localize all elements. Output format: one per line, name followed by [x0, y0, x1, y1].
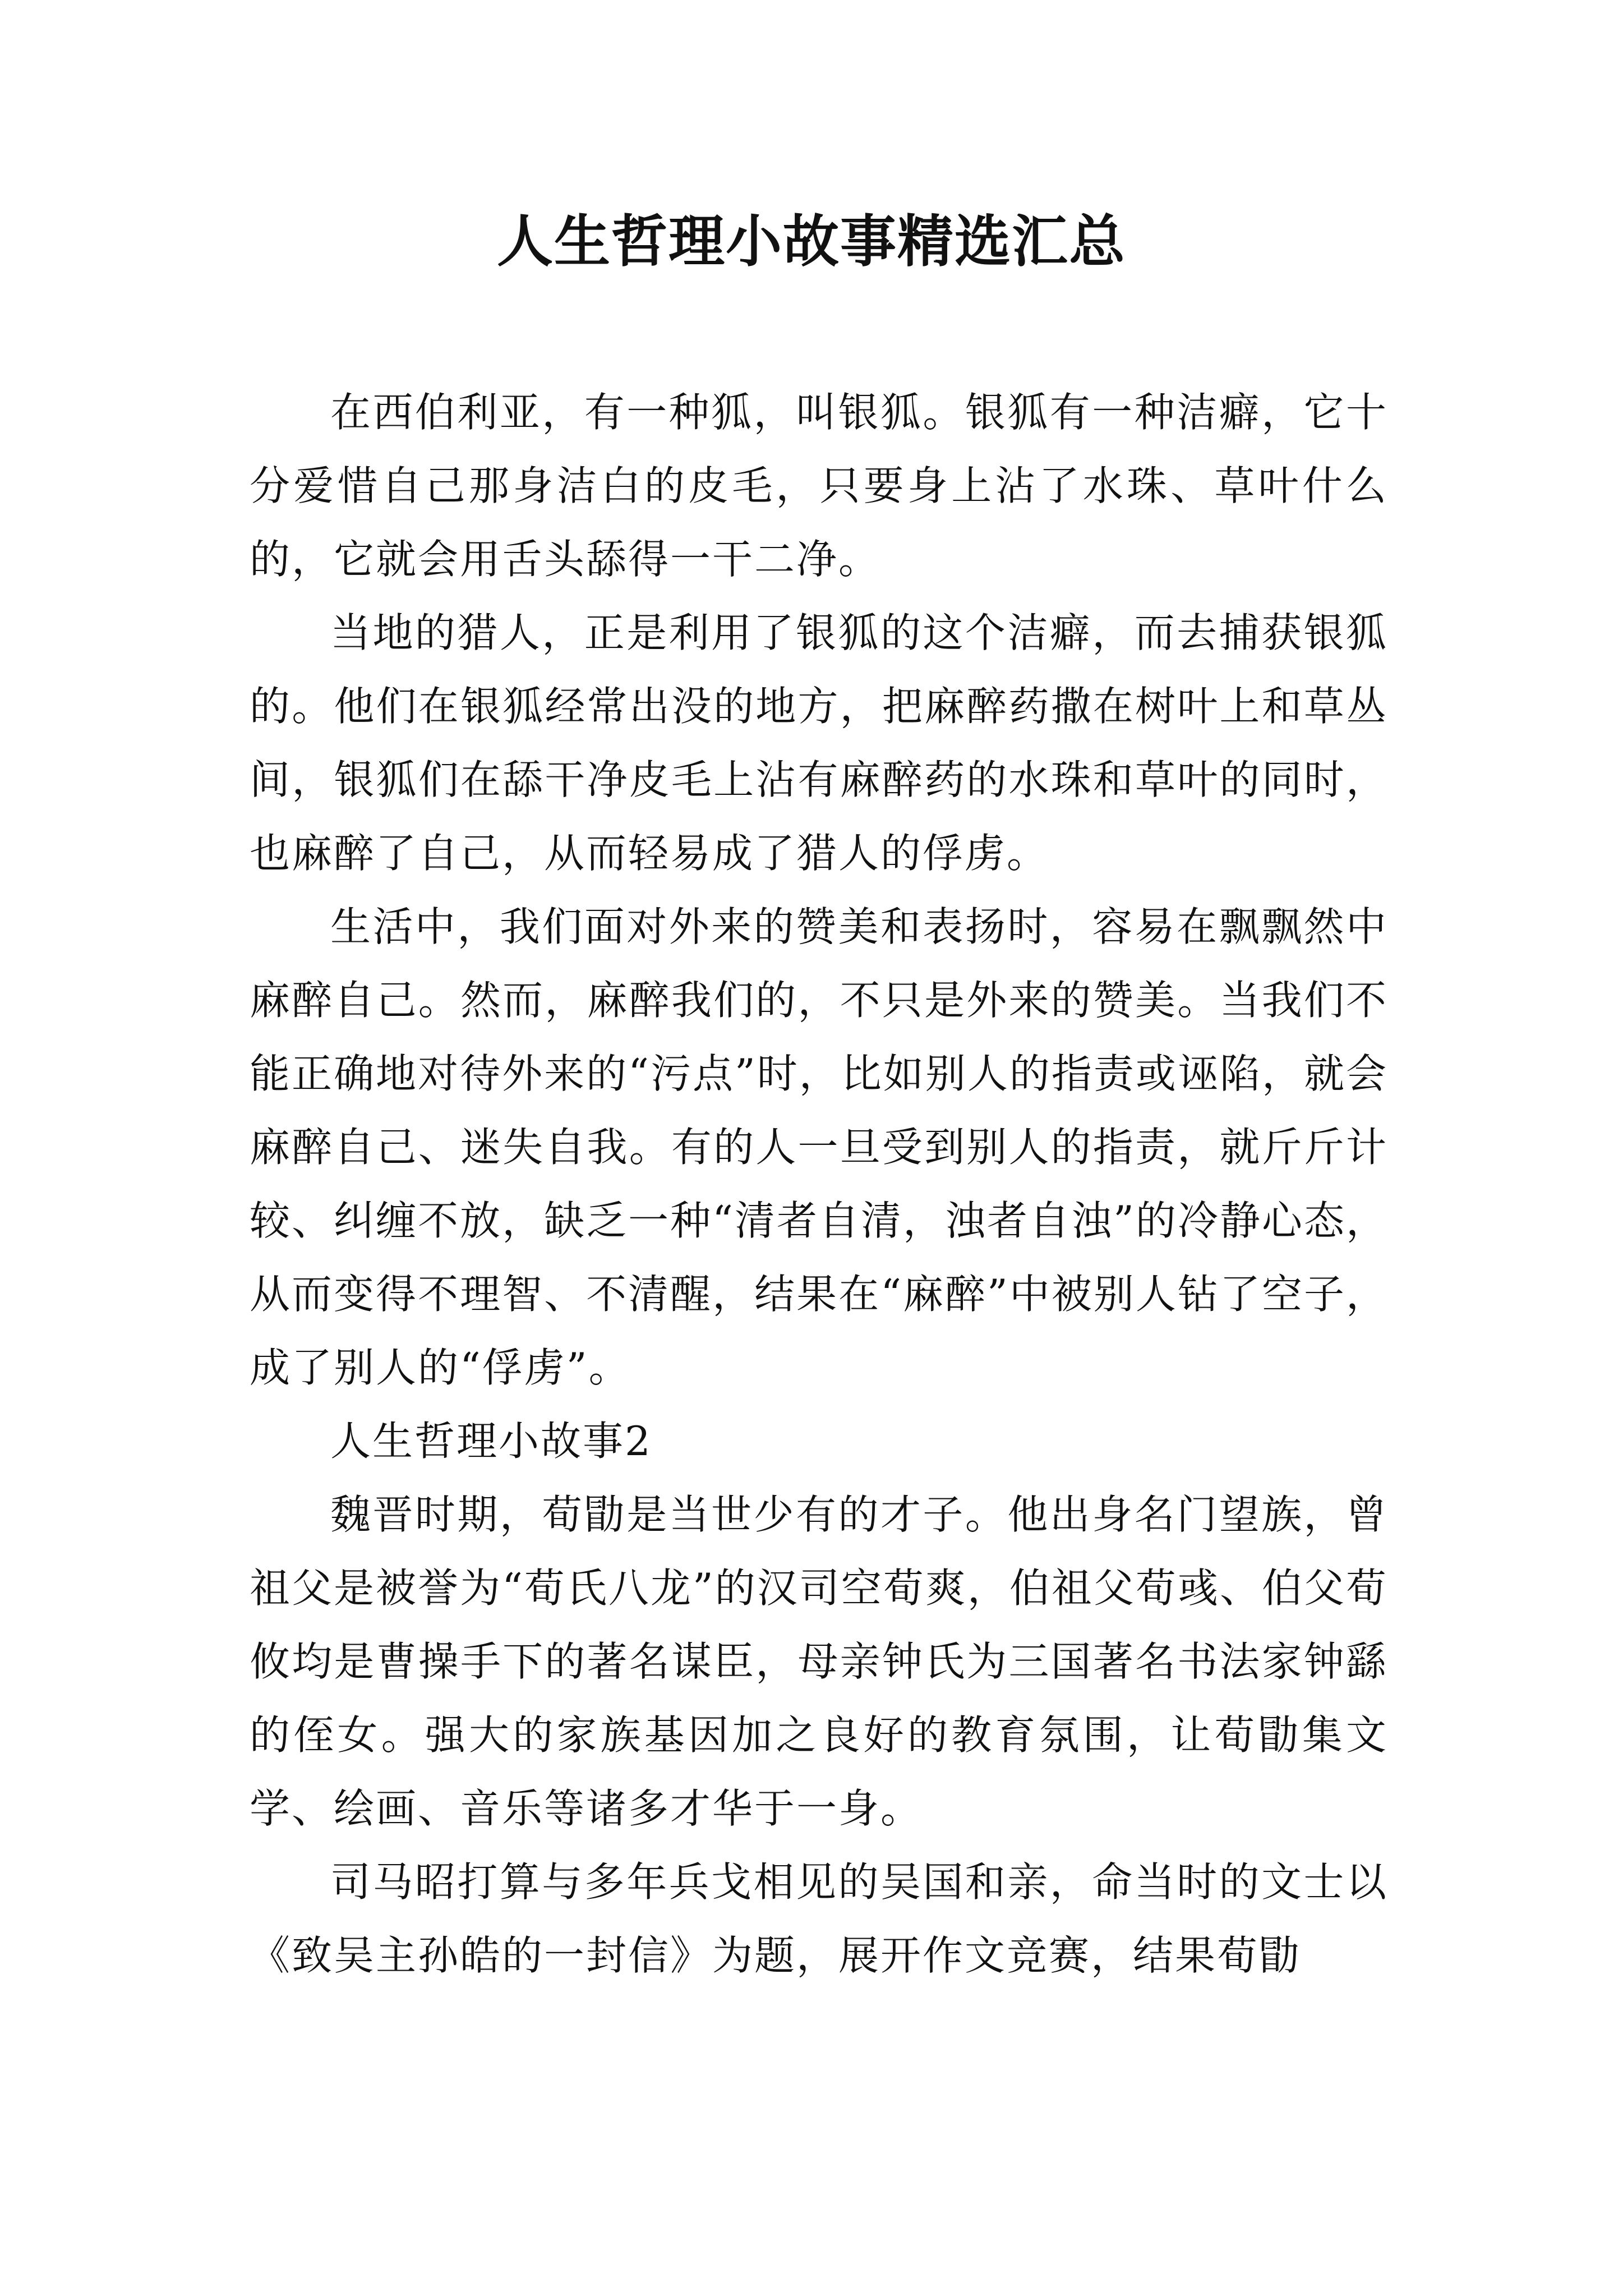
paragraph: 生活中，我们面对外来的赞美和表扬时，容易在飘飘然中麻醉自己。然而，麻醉我们的，不只是外来的赞美。当我们不能正确地对待外来的“污点”时，比如别人的指责或诬陷，就会麻醉自己、迷失自我。有的人一旦受到别人的指责，就斤斤计较、纠缠不放，缺乏一种“清者自清，浊者自浊”的冷静心态，从而变得不理智、不清醒，结果在“麻醉”中被别人钻了空子，成了别人的“俘虏”。 [250, 903, 1388, 1391]
paragraph: 魏晋时期，荀勖是当世少有的才子。他出身名门望族，曾祖父是被誉为“荀氏八龙”的汉司空荀爽，伯祖父荀彧、伯父荀攸均是曹操手下的著名谋臣，母亲钟氏为三国著名书法家钟繇的侄女。强大的家族基因加之良好的教育氛围，让荀勖集文学、绘画、音乐等诸多才华于一身。 [250, 1491, 1388, 1832]
paragraph: 司马昭打算与多年兵戈相见的吴国和亲，命当时的文士以《致吴主孙皓的一封信》为题，展开作文竞赛，结果荀勖 [250, 1858, 1388, 1979]
document-body [250, 376, 1388, 1993]
section-heading: 人生哲理小故事2 [330, 1418, 652, 1465]
paragraph: 在西伯利亚，有一种狐，叫银狐。银狐有一种洁癖，它十分爱惜自己那身洁白的皮毛，只要身上沾了水珠、草叶什么的，它就会用舌头舔得一干二净。 [250, 389, 1388, 583]
document-title: 人生哲理小故事精选汇总 [497, 208, 1126, 274]
paragraph: 当地的猎人，正是利用了银狐的这个洁癖，而去捕获银狐的。他们在银狐经常出没的地方，把麻醉药撒在树叶上和草丛间，银狐们在舔干净皮毛上沾有麻醉药的水珠和草叶的同时，也麻醉了自己，从而轻易成了猎人的俘虏。 [250, 609, 1388, 877]
